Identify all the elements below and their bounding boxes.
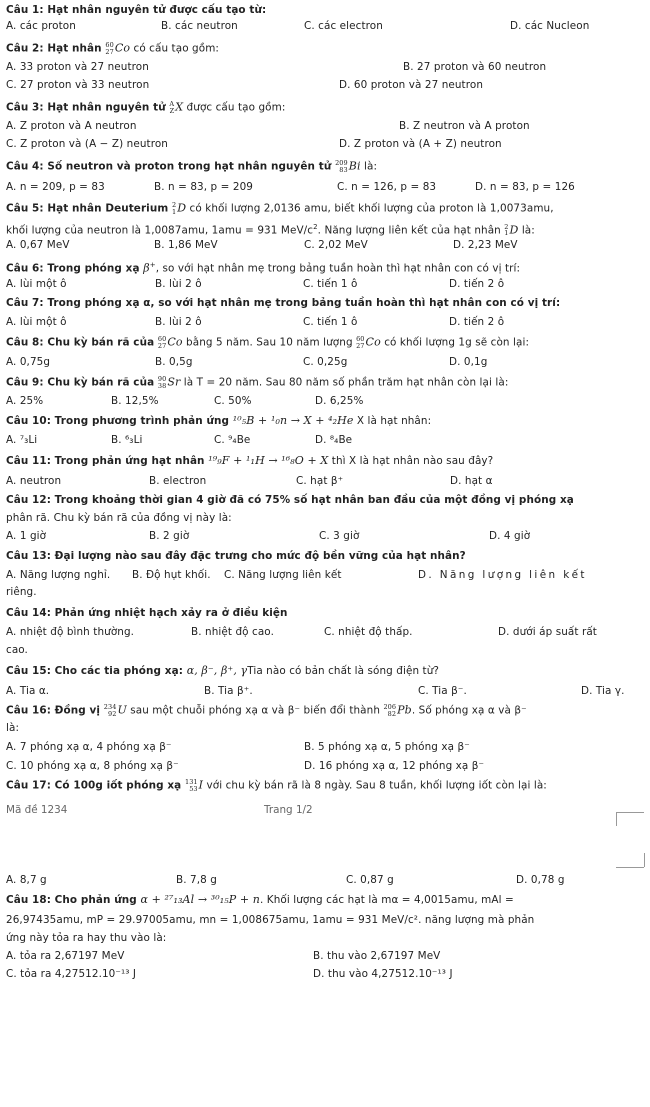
question-1-stem: Câu 1: Hạt nhân nguyên tử được cấu tạo từ: xyxy=(6,4,267,16)
question-5-stem-line1: Câu 5: Hạt nhân Deuterium 2 1 D có khối lượng 2,0136 amu, biết khối lượng của proton là 1,0073amu, xyxy=(6,201,554,216)
option-d: D. Năng lượng liên kết xyxy=(418,569,587,581)
question-18-stem-line1: Câu 18: Cho phản ứng α + ²⁷₁₃Al → ³⁰₁₅P + n. Khối lượng các hạt là mα = 4,0015amu, mAl = xyxy=(6,893,514,906)
option-c: C. 2,02 MeV xyxy=(304,239,368,251)
option-c: C. Năng lượng liên kết xyxy=(224,569,342,581)
nuclide-bi209: 209 83 Bi xyxy=(335,159,361,174)
option-a: A. lùi một ô xyxy=(6,278,67,290)
option-b: B. 1,86 MeV xyxy=(154,239,218,251)
option-d: D. dưới áp suất rất xyxy=(498,626,597,638)
option-c: C. 27 proton và 33 neutron xyxy=(6,79,150,91)
question-18-stem-line2: 26,97435amu, mP = 29.97005amu, mn = 1,008675amu, 1amu = 931 MeV/c². năng lượng mà phản xyxy=(6,914,535,926)
option-d: D. ⁸₄Be xyxy=(315,434,353,446)
question-13-option-d-cont: riêng. xyxy=(6,586,37,598)
option-d: D. 16 phóng xạ α, 12 phóng xạ β⁻ xyxy=(304,760,485,772)
nuclide-i131: 131 53 I xyxy=(184,778,204,793)
question-16-stem-cont: là: xyxy=(6,722,20,734)
option-c: C. 0,87 g xyxy=(346,874,394,886)
question-17-stem: Câu 17: Có 100g iốt phóng xạ 131 53 I với chu kỳ bán rã là 8 ngày. Sau 8 tuần, khối lượng iốt còn lại là: xyxy=(6,778,547,793)
option-a: A. 25% xyxy=(6,395,44,407)
option-d: D. 0,1g xyxy=(449,356,488,368)
option-b: B. 5 phóng xạ α, 5 phóng xạ β⁻ xyxy=(304,741,470,753)
question-4-stem: Câu 4: Số neutron và proton trong hạt nhân nguyên tử 209 83 Bi là: xyxy=(6,159,378,174)
option-b: B. các neutron xyxy=(161,20,238,32)
option-d: D. Tia γ. xyxy=(581,685,625,697)
question-11-stem: Câu 11: Trong phản ứng hạt nhân ¹⁹₉F + ¹₁H → ¹⁶₈O + X thì X là hạt nhân nào sau đây? xyxy=(6,454,494,467)
question-14-stem: Câu 14: Phản ứng nhiệt hạch xảy ra ở điều kiện xyxy=(6,607,288,619)
option-d: D. thu vào 4,27512.10⁻¹³ J xyxy=(313,968,453,980)
option-a: A. 1 giờ xyxy=(6,530,47,542)
question-2-stem: Câu 2: Hạt nhân 60 27 Co có cấu tạo gồm: xyxy=(6,41,220,56)
option-c: C. tiến 1 ô xyxy=(303,316,358,328)
nuclide-deuterium: 2 1 D xyxy=(171,201,187,216)
option-c: C. Tia β⁻. xyxy=(418,685,467,697)
question-9-stem: Câu 9: Chu kỳ bán rã của 90 38 Sr là T = 20 năm. Sau 80 năm số phần trăm hạt nhân còn lại là: xyxy=(6,375,509,390)
option-c: C. hạt β⁺ xyxy=(296,475,344,487)
exam-code: Mã đề 1234 xyxy=(6,804,68,816)
option-b: B. n = 83, p = 209 xyxy=(154,181,253,193)
option-b: B. Z neutron và A proton xyxy=(399,120,530,132)
question-16-stem: Câu 16: Đồng vị 234 92 U sau một chuỗi phóng xạ α và β⁻ biến đổi thành 206 82 Pb. Số phóng xạ α và β⁻ xyxy=(6,703,527,718)
option-b: B. Tia β⁺. xyxy=(204,685,253,697)
option-b: B. thu vào 2,67197 MeV xyxy=(313,950,441,962)
question-14-option-d-cont: cao. xyxy=(6,644,28,656)
option-a: A. n = 209, p = 83 xyxy=(6,181,105,193)
page-corner-mark xyxy=(616,812,617,826)
option-b: B. 0,5g xyxy=(155,356,193,368)
radiation-types: α, β⁻, β⁺, γ xyxy=(186,664,248,677)
page-number: Trang 1/2 xyxy=(264,804,313,816)
option-d: D. tiến 2 ô xyxy=(449,316,505,328)
option-c: C. 3 giờ xyxy=(319,530,360,542)
option-d: D. 4 giờ xyxy=(489,530,531,542)
option-b: B. lùi 2 ô xyxy=(155,316,202,328)
option-c: C. các electron xyxy=(304,20,383,32)
option-b: B. lùi 2 ô xyxy=(155,278,202,290)
question-13-stem: Câu 13: Đại lượng nào sau đây đặc trưng cho mức độ bền vững của hạt nhân? xyxy=(6,550,466,562)
question-7-stem: Câu 7: Trong phóng xạ α, so với hạt nhân mẹ trong bảng tuần hoàn thì hạt nhân con có vị trí: xyxy=(6,297,561,309)
option-c: C. nhiệt độ thấp. xyxy=(324,626,413,638)
option-b: B. 12,5% xyxy=(111,395,159,407)
question-8-stem: Câu 8: Chu kỳ bán rã của 60 27 Co bằng 5 năm. Sau 10 năm lượng 60 27 Co có khối lượng 1g sẽ còn lại: xyxy=(6,335,530,350)
question-10-stem: Câu 10: Trong phương trình phản ứng ¹⁰₅B + ¹₀n → X + ⁴₂He X là hạt nhân: xyxy=(6,414,432,427)
question-6-stem: Câu 6: Trong phóng xạ β+, so với hạt nhân mẹ trong bảng tuần hoàn thì hạt nhân con có vị trí: xyxy=(6,261,521,275)
option-a: A. 0,75g xyxy=(6,356,51,368)
option-d: D. tiến 2 ô xyxy=(449,278,505,290)
option-a: A. Năng lượng nghỉ. xyxy=(6,569,111,581)
page-corner-mark xyxy=(616,867,644,868)
option-a: A. neutron xyxy=(6,475,62,487)
option-b: B. 2 giờ xyxy=(149,530,190,542)
question-12-stem-line2: phân rã. Chu kỳ bán rã của đồng vị này là: xyxy=(6,512,232,524)
option-d: D. Z proton và (A + Z) neutron xyxy=(339,138,502,150)
reaction-equation: ¹⁹₉F + ¹₁H → ¹⁶₈O + X xyxy=(208,454,329,467)
option-a: A. 7 phóng xạ α, 4 phóng xạ β⁻ xyxy=(6,741,172,753)
option-c: C. 0,25g xyxy=(303,356,348,368)
option-d: D. 0,78 g xyxy=(516,874,565,886)
nuclide-u234: 234 92 U xyxy=(103,703,127,718)
option-c: C. 10 phóng xạ α, 8 phóng xạ β⁻ xyxy=(6,760,179,772)
reaction-equation: ¹⁰₅B + ¹₀n → X + ⁴₂He xyxy=(232,414,354,427)
option-a: A. lùi một ô xyxy=(6,316,67,328)
page-corner-mark xyxy=(644,853,645,867)
nuclide-co60-2: 60 27 Co xyxy=(356,335,381,350)
option-b: B. nhiệt độ cao. xyxy=(191,626,274,638)
reaction-equation: α + ²⁷₁₃Al → ³⁰₁₅P + n xyxy=(140,893,260,906)
question-12-stem-line1: Câu 12: Trong khoảng thời gian 4 giờ đã có 75% số hạt nhân ban đầu của một đồng vị phóng xạ xyxy=(6,494,574,506)
option-a: A. 0,67 MeV xyxy=(6,239,70,251)
option-c: C. 50% xyxy=(214,395,252,407)
option-d: D. 6,25% xyxy=(315,395,364,407)
option-d: D. các Nucleon xyxy=(510,20,590,32)
option-b: B. electron xyxy=(149,475,207,487)
option-d: D. 2,23 MeV xyxy=(453,239,518,251)
option-b: B. 7,8 g xyxy=(176,874,217,886)
option-d: D. n = 83, p = 126 xyxy=(475,181,575,193)
question-15-stem: Câu 15: Cho các tia phóng xạ: α, β⁻, β⁺, γTia nào có bản chất là sóng điện từ? xyxy=(6,664,440,677)
nuclide-sr90: 90 38 Sr xyxy=(157,375,181,390)
option-b: B. ⁶₃Li xyxy=(111,434,143,446)
option-a: A. 8,7 g xyxy=(6,874,47,886)
option-c: C. Z proton và (A − Z) neutron xyxy=(6,138,168,150)
option-a: A. các proton xyxy=(6,20,76,32)
option-d: D. hạt α xyxy=(450,475,493,487)
option-c: C. tiến 1 ô xyxy=(303,278,358,290)
page-corner-mark xyxy=(616,812,644,813)
option-d: D. 60 proton và 27 neutron xyxy=(339,79,484,91)
option-c: C. n = 126, p = 83 xyxy=(337,181,437,193)
option-c: C. ⁹₄Be xyxy=(214,434,251,446)
nuclide-pb206: 206 82 Pb xyxy=(383,703,412,718)
option-b: B. 27 proton và 60 neutron xyxy=(403,61,547,73)
option-c: C. tỏa ra 4,27512.10⁻¹³ J xyxy=(6,968,137,980)
option-b: B. Độ hụt khối. xyxy=(132,569,211,581)
option-a: A. Tia α. xyxy=(6,685,50,697)
option-a: A. tỏa ra 2,67197 MeV xyxy=(6,950,125,962)
option-a: A. 33 proton và 27 neutron xyxy=(6,61,149,73)
question-5-stem-line2: khối lượng của neutron là 1,0087amu, 1amu = 931 MeV/$c^2$. Năng lượng liên kết của hạt nhân 2 1 D là: xyxy=(6,222,535,238)
option-a: A. ⁷₃Li xyxy=(6,434,38,446)
option-a: A. Z proton và A neutron xyxy=(6,120,137,132)
nuclide-x: A Z X xyxy=(169,100,184,115)
question-18-stem-line3: ứng này tỏa ra hay thu vào là: xyxy=(6,932,167,944)
question-3-stem: Câu 3: Hạt nhân nguyên tử A Z X được cấu tạo gồm: xyxy=(6,100,286,115)
nuclide-co60: 60 27 Co xyxy=(157,335,183,350)
option-a: A. nhiệt độ bình thường. xyxy=(6,626,135,638)
nuclide-deuterium-2: 2 1 D xyxy=(504,222,519,238)
nuclide-co60: 60 27 Co xyxy=(105,41,131,56)
